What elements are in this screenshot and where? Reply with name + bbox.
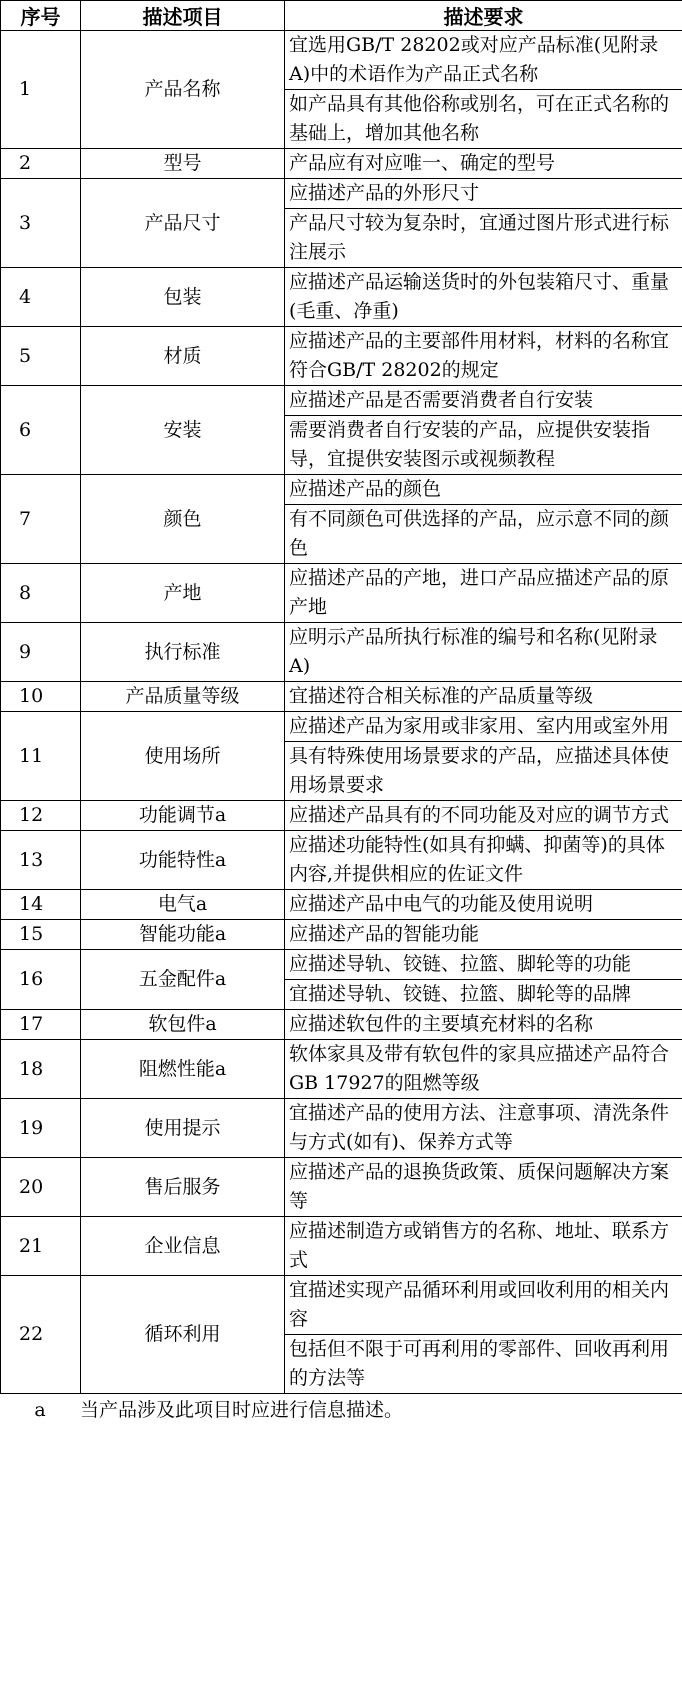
row-number: 22 bbox=[1, 1276, 81, 1394]
row-requirement: 应描述产品的颜色 bbox=[285, 475, 682, 505]
row-item: 功能调节a bbox=[81, 801, 285, 831]
table-row bbox=[1, 179, 682, 209]
row-number: 17 bbox=[1, 1010, 81, 1040]
row-requirement: 宜描述导轨、铰链、拉篮、脚轮等的品牌 bbox=[285, 980, 682, 1010]
row-requirement: 如产品具有其他俗称或别名，可在正式名称的基础上，增加其他名称 bbox=[285, 90, 682, 149]
row-item: 产品尺寸 bbox=[81, 179, 285, 268]
table-row bbox=[1, 920, 682, 950]
row-number: 7 bbox=[1, 475, 81, 564]
table-row bbox=[1, 1099, 682, 1158]
header-req: 描述要求 bbox=[285, 1, 682, 31]
row-requirement: 应描述产品为家用或非家用、室内用或室外用 bbox=[285, 712, 682, 742]
row-item: 产品名称 bbox=[81, 31, 285, 149]
row-item: 安装 bbox=[81, 386, 285, 475]
row-requirement: 应描述产品中电气的功能及使用说明 bbox=[285, 890, 682, 920]
table-row bbox=[1, 564, 682, 623]
row-requirement: 应描述制造方或销售方的名称、地址、联系方式 bbox=[285, 1217, 682, 1276]
footnote-mark: a bbox=[34, 1399, 46, 1421]
row-number: 10 bbox=[1, 682, 81, 712]
row-requirement: 应描述功能特性(如具有抑螨、抑菌等)的具体内容,并提供相应的佐证文件 bbox=[285, 831, 682, 890]
row-requirement: 应明示产品所执行标准的编号和名称(见附录A) bbox=[285, 623, 682, 682]
table-body bbox=[1, 31, 682, 1394]
row-requirement: 产品尺寸较为复杂时，宜通过图片形式进行标注展示 bbox=[285, 209, 682, 268]
table-row bbox=[1, 475, 682, 505]
row-requirement: 有不同颜色可供选择的产品，应示意不同的颜色 bbox=[285, 505, 682, 564]
table-row bbox=[1, 950, 682, 980]
table-row bbox=[1, 1158, 682, 1217]
row-requirement: 应描述产品具有的不同功能及对应的调节方式 bbox=[285, 801, 682, 831]
row-item: 循环利用 bbox=[81, 1276, 285, 1394]
row-number: 4 bbox=[1, 268, 81, 327]
row-item: 颜色 bbox=[81, 475, 285, 564]
row-item: 售后服务 bbox=[81, 1158, 285, 1217]
row-requirement: 包括但不限于可再利用的零部件、回收再利用的方法等 bbox=[285, 1335, 682, 1394]
table-header-row bbox=[1, 1, 682, 31]
footnote-text: 当产品涉及此项目时应进行信息描述。 bbox=[80, 1399, 404, 1421]
row-requirement: 产品应有对应唯一、确定的型号 bbox=[285, 149, 682, 179]
row-item: 执行标准 bbox=[81, 623, 285, 682]
table-row bbox=[1, 327, 682, 386]
row-item: 阻燃性能a bbox=[81, 1040, 285, 1099]
row-number: 5 bbox=[1, 327, 81, 386]
row-item: 电气a bbox=[81, 890, 285, 920]
header-item: 描述项目 bbox=[81, 1, 285, 31]
table-row bbox=[1, 1276, 682, 1335]
row-number: 1 bbox=[1, 31, 81, 149]
row-item: 五金配件a bbox=[81, 950, 285, 1010]
row-number: 13 bbox=[1, 831, 81, 890]
row-requirement: 软体家具及带有软包件的家具应描述产品符合GB 17927的阻燃等级 bbox=[285, 1040, 682, 1099]
row-requirement: 应描述产品的退换货政策、质保问题解决方案等 bbox=[285, 1158, 682, 1217]
header-no: 序号 bbox=[1, 1, 81, 31]
table-row bbox=[1, 890, 682, 920]
row-item: 材质 bbox=[81, 327, 285, 386]
row-requirement: 宜描述产品的使用方法、注意事项、清洗条件与方式(如有)、保养方式等 bbox=[285, 1099, 682, 1158]
row-requirement: 应描述产品的产地，进口产品应描述产品的原产地 bbox=[285, 564, 682, 623]
row-number: 21 bbox=[1, 1217, 81, 1276]
row-number: 18 bbox=[1, 1040, 81, 1099]
row-requirement: 应描述软包件的主要填充材料的名称 bbox=[285, 1010, 682, 1040]
row-requirement: 应描述导轨、铰链、拉篮、脚轮等的功能 bbox=[285, 950, 682, 980]
row-item: 企业信息 bbox=[81, 1217, 285, 1276]
row-item: 功能特性a bbox=[81, 831, 285, 890]
row-item: 产地 bbox=[81, 564, 285, 623]
table-row bbox=[1, 268, 682, 327]
table-row bbox=[1, 623, 682, 682]
row-item: 产品质量等级 bbox=[81, 682, 285, 712]
row-requirement: 应描述产品是否需要消费者自行安装 bbox=[285, 386, 682, 416]
row-item: 包装 bbox=[81, 268, 285, 327]
row-item: 智能功能a bbox=[81, 920, 285, 950]
row-number: 3 bbox=[1, 179, 81, 268]
row-number: 19 bbox=[1, 1099, 81, 1158]
table-row bbox=[1, 801, 682, 831]
table-row bbox=[1, 1010, 682, 1040]
row-number: 14 bbox=[1, 890, 81, 920]
row-requirement: 宜描述实现产品循环利用或回收利用的相关内容 bbox=[285, 1276, 682, 1335]
table-row bbox=[1, 831, 682, 890]
table-row bbox=[1, 1040, 682, 1099]
row-item: 型号 bbox=[81, 149, 285, 179]
row-number: 20 bbox=[1, 1158, 81, 1217]
row-requirement: 应描述产品的智能功能 bbox=[285, 920, 682, 950]
row-requirement: 具有特殊使用场景要求的产品，应描述具体使用场景要求 bbox=[285, 742, 682, 801]
table-row bbox=[1, 712, 682, 742]
row-requirement: 宜描述符合相关标准的产品质量等级 bbox=[285, 682, 682, 712]
row-number: 2 bbox=[1, 149, 81, 179]
row-number: 16 bbox=[1, 950, 81, 1010]
row-requirement: 应描述产品的外形尺寸 bbox=[285, 179, 682, 209]
row-number: 12 bbox=[1, 801, 81, 831]
table-row bbox=[1, 31, 682, 90]
row-number: 8 bbox=[1, 564, 81, 623]
row-requirement: 宜选用GB/T 28202或对应产品标准(见附录A)中的术语作为产品正式名称 bbox=[285, 31, 682, 90]
table-row bbox=[1, 1217, 682, 1276]
row-requirement: 应描述产品运输送货时的外包装箱尺寸、重量(毛重、净重) bbox=[285, 268, 682, 327]
row-item: 使用场所 bbox=[81, 712, 285, 801]
row-item: 使用提示 bbox=[81, 1099, 285, 1158]
row-item: 软包件a bbox=[81, 1010, 285, 1040]
row-requirement: 需要消费者自行安装的产品，应提供安装指导，宜提供安装图示或视频教程 bbox=[285, 416, 682, 475]
table-row bbox=[1, 386, 682, 416]
table-row bbox=[1, 682, 682, 712]
row-requirement: 应描述产品的主要部件用材料，材料的名称宜符合GB/T 28202的规定 bbox=[285, 327, 682, 386]
table-row bbox=[1, 149, 682, 179]
row-number: 15 bbox=[1, 920, 81, 950]
row-number: 11 bbox=[1, 712, 81, 801]
footnote bbox=[0, 1396, 682, 1425]
row-number: 6 bbox=[1, 386, 81, 475]
row-number: 9 bbox=[1, 623, 81, 682]
